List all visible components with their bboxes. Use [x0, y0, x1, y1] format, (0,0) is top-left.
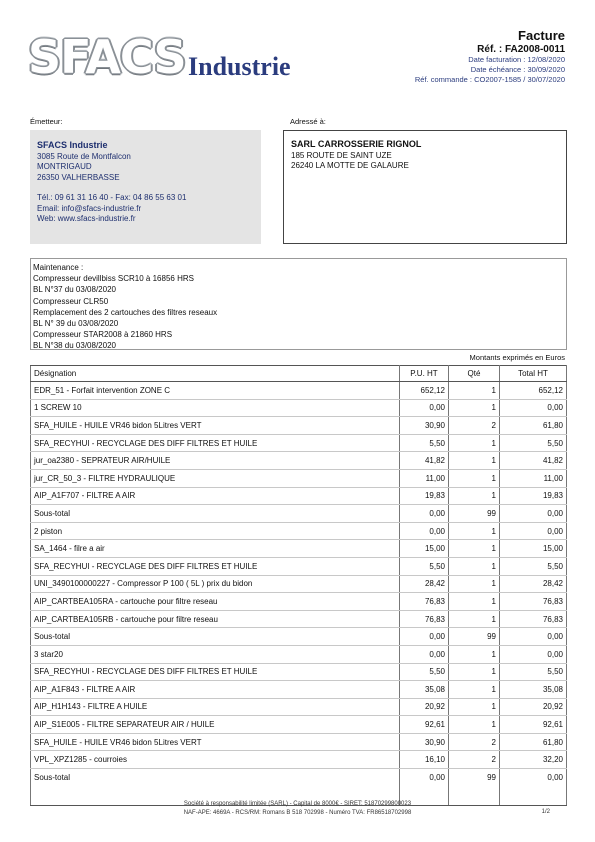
- cell-total: 61,80: [500, 733, 567, 751]
- maintenance-line: Compresseur devillbiss SCR10 à 16856 HRS: [33, 274, 194, 284]
- table-row: [31, 540, 567, 558]
- cell-total: 0,00: [500, 645, 567, 663]
- table-row: [31, 575, 567, 593]
- cell-qte: 1: [449, 575, 500, 593]
- cell-pu: 76,83: [400, 593, 449, 611]
- cell-pu: 5,50: [400, 663, 449, 681]
- table-row: [31, 522, 567, 540]
- sender-address-line: MONTRIGAUD: [37, 162, 92, 171]
- cell-total: 0,00: [500, 769, 567, 806]
- maintenance-note: [30, 258, 567, 350]
- date-facturation: Date facturation : 12/08/2020: [468, 55, 565, 64]
- cell-designation: Sous-total: [31, 628, 400, 646]
- cell-designation: Sous-total: [31, 505, 400, 523]
- cell-designation: SA_1464 - filre a air: [31, 540, 400, 558]
- cell-total: 92,61: [500, 716, 567, 734]
- table-row: [31, 487, 567, 505]
- sender-box: [30, 130, 261, 244]
- maintenance-line: Maintenance :: [33, 263, 84, 272]
- cell-qte: 1: [449, 698, 500, 716]
- cell-designation: SFA_RECYHUI - RECYCLAGE DES DIFF FILTRES ET HUILE: [31, 434, 400, 452]
- invoice-reference: Réf. : FA2008-0011: [477, 44, 565, 55]
- cell-qte: 1: [449, 382, 500, 400]
- cell-designation: jur_oa2380 - SEPRATEUR AIR/HUILE: [31, 452, 400, 470]
- cell-designation: AIP_S1E005 - FILTRE SEPARATEUR AIR / HUILE: [31, 716, 400, 734]
- cell-total: 28,42: [500, 575, 567, 593]
- cell-designation: AIP_A1F707 - FILTRE A AIR: [31, 487, 400, 505]
- cell-qte: 1: [449, 434, 500, 452]
- maintenance-line: BL N°37 du 03/08/2020: [33, 285, 116, 295]
- cell-total: 32,20: [500, 751, 567, 769]
- cell-pu: 0,00: [400, 505, 449, 523]
- cell-total: 41,82: [500, 452, 567, 470]
- cell-designation: jur_CR_50_3 - FILTRE HYDRAULIQUE: [31, 469, 400, 487]
- company-logo: [28, 30, 318, 90]
- cell-total: 0,00: [500, 628, 567, 646]
- table-row: [31, 434, 567, 452]
- cell-qte: 1: [449, 399, 500, 417]
- cell-qte: 1: [449, 522, 500, 540]
- cell-designation: AIP_CARTBEA105RA - cartouche pour filtre reseau: [31, 593, 400, 611]
- recipient-address-line: 185 ROUTE DE SAINT UZE: [291, 150, 392, 160]
- date-echeance: Date échéance : 30/09/2020: [470, 65, 565, 74]
- table-row: [31, 557, 567, 575]
- cell-designation: 3 star20: [31, 645, 400, 663]
- cell-total: 35,08: [500, 681, 567, 699]
- table-header-row: [31, 366, 567, 382]
- table-row: [31, 698, 567, 716]
- cell-designation: SFA_RECYHUI - RECYCLAGE DES DIFF FILTRES ET HUILE: [31, 663, 400, 681]
- cell-total: 0,00: [500, 505, 567, 523]
- cell-pu: 5,50: [400, 557, 449, 575]
- cell-pu: 16,10: [400, 751, 449, 769]
- recipient-address-line: 26240 LA MOTTE DE GALAURE: [291, 161, 409, 170]
- cell-total: 20,92: [500, 698, 567, 716]
- cell-designation: SFA_HUILE - HUILE VR46 bidon 5Litres VERT: [31, 417, 400, 435]
- table-row: [31, 628, 567, 646]
- cell-qte: 1: [449, 663, 500, 681]
- table-row: [31, 382, 567, 400]
- table-row: [31, 663, 567, 681]
- table-row: [31, 610, 567, 628]
- recipient-box: [283, 130, 567, 244]
- cell-pu: 35,08: [400, 681, 449, 699]
- cell-designation: AIP_H1H143 - FILTRE A HUILE: [31, 698, 400, 716]
- cell-total: 11,00: [500, 469, 567, 487]
- cell-pu: 0,00: [400, 645, 449, 663]
- cell-designation: Sous-total: [31, 769, 400, 806]
- cell-qte: 99: [449, 628, 500, 646]
- cell-pu: 20,92: [400, 698, 449, 716]
- line-items-table: [30, 365, 567, 806]
- cell-qte: 1: [449, 469, 500, 487]
- cell-pu: 30,90: [400, 417, 449, 435]
- cell-total: 5,50: [500, 557, 567, 575]
- column-header-total: Total HT: [500, 366, 567, 382]
- cell-pu: 0,00: [400, 769, 449, 806]
- cell-pu: 0,00: [400, 399, 449, 417]
- cell-qte: 1: [449, 487, 500, 505]
- table-row: [31, 645, 567, 663]
- sender-email: Email: info@sfacs-industrie.fr: [37, 203, 142, 213]
- cell-qte: 1: [449, 452, 500, 470]
- table-row: [31, 681, 567, 699]
- cell-designation: EDR_51 - Forfait intervention ZONE C: [31, 382, 400, 400]
- cell-qte: 99: [449, 505, 500, 523]
- cell-designation: SFA_HUILE - HUILE VR46 bidon 5Litres VERT: [31, 733, 400, 751]
- cell-qte: 1: [449, 593, 500, 611]
- cell-pu: 76,83: [400, 610, 449, 628]
- emetteur-label: Émetteur:: [30, 117, 63, 126]
- table-row: [31, 469, 567, 487]
- cell-qte: 1: [449, 716, 500, 734]
- cell-qte: 1: [449, 540, 500, 558]
- cell-total: 5,50: [500, 663, 567, 681]
- logo-wordmark: Industrie: [188, 52, 291, 81]
- invoice-header: [415, 28, 565, 85]
- cell-pu: 28,42: [400, 575, 449, 593]
- cell-designation: 2 piston: [31, 522, 400, 540]
- cell-qte: 1: [449, 681, 500, 699]
- legal-footer: [0, 800, 595, 817]
- table-row: [31, 751, 567, 769]
- invoice-title: Facture: [518, 28, 565, 43]
- table-row: [31, 716, 567, 734]
- cell-pu: 92,61: [400, 716, 449, 734]
- maintenance-line: Compresseur STAR2008 à 21860 HRS: [33, 330, 173, 340]
- cell-pu: 11,00: [400, 469, 449, 487]
- footer-line: NAF-APE: 4669A - RCS/RM: Romans B 518 702998 - Numéro TVA: FR86518702998: [183, 809, 412, 816]
- cell-pu: 41,82: [400, 452, 449, 470]
- maintenance-line: BL N° 39 du 03/08/2020: [33, 319, 119, 329]
- cell-qte: 2: [449, 751, 500, 769]
- sender-address-line: 26350 VALHERBASSE: [37, 172, 120, 182]
- cell-designation: 1 SCREW 10: [31, 399, 400, 417]
- cell-designation: SFA_RECYHUI - RECYCLAGE DES DIFF FILTRES ET HUILE: [31, 557, 400, 575]
- page-number: 1/2: [541, 809, 550, 815]
- ref-commande: Réf. commande : CO2007-1585 / 30/07/2020: [414, 75, 565, 84]
- table-row: [31, 505, 567, 523]
- cell-total: 76,83: [500, 610, 567, 628]
- currency-note: Montants exprimés en Euros: [469, 353, 565, 362]
- sender-phone: Tél.: 09 61 31 16 40 - Fax: 04 86 55 63 01: [37, 193, 187, 202]
- cell-pu: 30,90: [400, 733, 449, 751]
- sender-web: Web: www.sfacs-industrie.fr: [37, 214, 136, 223]
- maintenance-line: Remplacement des 2 cartouches des filtres reseaux: [33, 307, 218, 317]
- cell-pu: 19,83: [400, 487, 449, 505]
- cell-designation: AIP_CARTBEA105RB - cartouche pour filtre reseau: [31, 610, 400, 628]
- cell-pu: 0,00: [400, 522, 449, 540]
- cell-qte: 1: [449, 645, 500, 663]
- cell-pu: 0,00: [400, 628, 449, 646]
- cell-qte: 1: [449, 610, 500, 628]
- table-row: [31, 417, 567, 435]
- footer-line: Société à responsabilité limitée (SARL) - Capital de 8000€ - SIRET: 51870299800023: [183, 801, 412, 807]
- cell-qte: 2: [449, 733, 500, 751]
- cell-total: 0,00: [500, 399, 567, 417]
- cell-pu: 15,00: [400, 540, 449, 558]
- sender-address-line: 3085 Route de Montfalcon: [37, 151, 131, 161]
- cell-total: 15,00: [500, 540, 567, 558]
- adresse-label: Adressé à:: [290, 117, 326, 126]
- cell-total: 652,12: [500, 382, 567, 400]
- cell-designation: UNI_3490100000227 - Compressor P 100 ( 5L ) prix du bidon: [31, 575, 400, 593]
- cell-total: 61,80: [500, 417, 567, 435]
- column-header-pu: P.U. HT: [400, 366, 449, 382]
- table-row: [31, 452, 567, 470]
- cell-total: 0,00: [500, 522, 567, 540]
- cell-qte: 99: [449, 769, 500, 806]
- cell-qte: 1: [449, 557, 500, 575]
- cell-pu: 5,50: [400, 434, 449, 452]
- cell-designation: AIP_A1F843 - FILTRE A AIR: [31, 681, 400, 699]
- cell-total: 19,83: [500, 487, 567, 505]
- logo-mark: SFACS: [28, 30, 186, 84]
- cell-pu: 652,12: [400, 382, 449, 400]
- cell-qte: 2: [449, 417, 500, 435]
- column-header-designation: Désignation: [31, 366, 400, 382]
- table-row: [31, 399, 567, 417]
- recipient-name: SARL CARROSSERIE RIGNOL: [291, 139, 422, 149]
- cell-total: 5,50: [500, 434, 567, 452]
- cell-total: 76,83: [500, 593, 567, 611]
- table-row: [31, 733, 567, 751]
- maintenance-line: BL N°38 du 03/08/2020: [33, 341, 116, 351]
- table-row: [31, 593, 567, 611]
- column-header-qte: Qté: [449, 366, 500, 382]
- maintenance-line: Compresseur CLR50: [33, 296, 109, 306]
- sender-name: SFACS Industrie: [37, 140, 108, 150]
- cell-designation: VPL_XPZ1285 - courroies: [31, 751, 400, 769]
